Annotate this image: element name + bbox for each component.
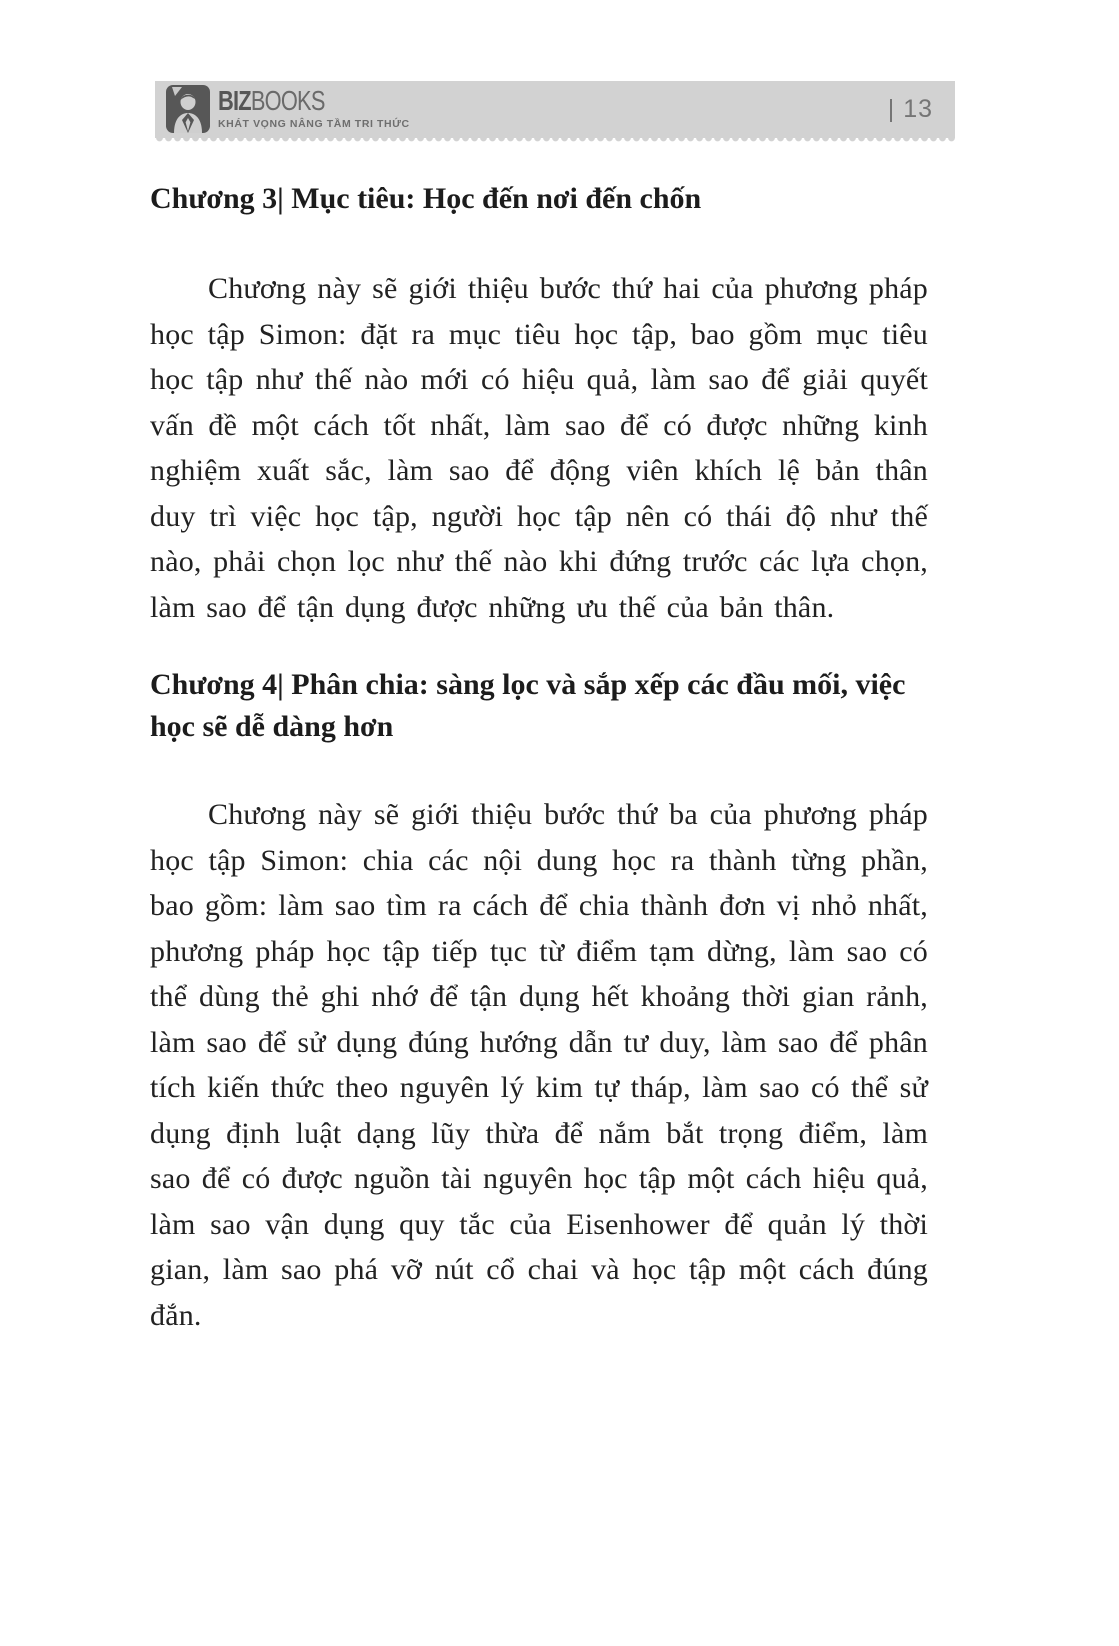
brand-name <box>218 87 368 115</box>
brand-tagline: KHÁT VỌNG NÂNG TẦM TRI THỨC <box>218 118 410 130</box>
bizbooks-brand-block <box>218 85 410 130</box>
chapter-4-section <box>150 664 928 1338</box>
brand-name-biz: BIZ <box>218 85 251 116</box>
bizbooks-logo-icon <box>166 85 210 133</box>
chapter-3-summary: Chương này sẽ giới thiệu bước thứ hai của phương pháp học tập Simon: đặt ra mục tiêu học tập, bao gồm mục tiêu học tập như thế nào mới có hiệu quả, làm sao để giải quyết vấn đề một cách tốt nhất, làm sao để có được những kinh nghiệm xuất sắc, làm sao để động viên khích lệ bản thân duy trì việc học tập, người học tập nên có thái độ như thế nào, phải chọn lọc như thế nào khi đứng trước các lựa chọn, làm sao để tận dụng được những ưu thế của bản thân. <box>150 272 928 624</box>
brand-name-books: BOOKS <box>250 85 325 116</box>
page-number: | 13 <box>887 95 933 123</box>
chapter-4-heading: Chương 4| Phân chia: sàng lọc và sắp xếp các đầu mối, việc học sẽ dễ dàng hơn <box>150 668 906 743</box>
page-content <box>150 178 928 1338</box>
chapter-3-heading: Chương 3| Mục tiêu: Học đến nơi đến chốn <box>150 182 702 215</box>
bizbooks-logo <box>166 85 410 133</box>
chapter-4-summary: Chương này sẽ giới thiệu bước thứ ba của phương pháp học tập Simon: chia các nội dung học ra thành từng phần, bao gồm: làm sao tìm ra cách để chia thành đơn vị nhỏ nhất, phương pháp học tập tiếp tục từ điểm tạm dừng, làm sao có thể dùng thẻ ghi nhớ để tận dụng hết khoảng thời gian rảnh, làm sao để sử dụng đúng hướng dẫn tư duy, làm sao để phân tích kiến thức theo nguyên lý kim tự tháp, làm sao có thể sử dụng định luật dạng lũy thừa để nắm bắt trọng điểm, làm sao để có được nguồn tài nguyên học tập một cách hiệu quả, làm sao vận dụng quy tắc của Eisenhower để quản lý thời gian, làm sao phá vỡ nút cổ chai và học tập một cách đúng đắn. <box>150 798 928 1332</box>
chapter-3-section <box>150 178 928 630</box>
header-band <box>155 81 955 138</box>
